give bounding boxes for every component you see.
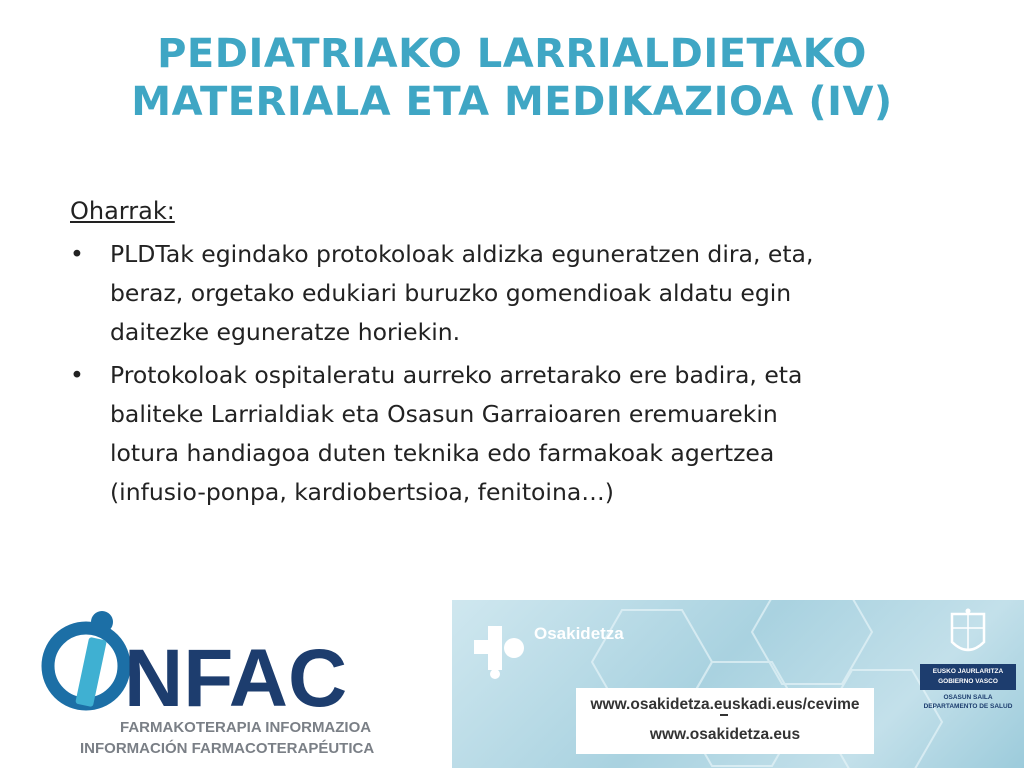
gobierno-line-1: EUSKO JAURLARITZA bbox=[932, 668, 1004, 675]
notes-section bbox=[70, 192, 950, 516]
cevime-url-link[interactable]: www.osakidetza.euskadi.eus/cevime bbox=[590, 696, 860, 713]
bullet-line: PLDTak egindako protokoloak aldizka eguneratzen dira, eta, bbox=[110, 240, 814, 268]
bullet-line: (infusio-ponpa, kardiobertsioa, fenitoina…) bbox=[110, 478, 614, 506]
infac-logo-text: NFAC bbox=[124, 633, 348, 724]
infac-subtitle-eu: FARMAKOTERAPIA INFORMAZIOA bbox=[120, 719, 372, 736]
bullet-line: daitezke eguneratze horiekin. bbox=[110, 318, 461, 346]
slide-title bbox=[0, 30, 1024, 126]
osakidetza-banner bbox=[452, 600, 1024, 768]
osakidetza-brand-name: Osakidetza bbox=[534, 624, 624, 643]
infac-logo-graphic bbox=[40, 608, 440, 758]
bullet-dot: • bbox=[70, 240, 84, 268]
infac-logo bbox=[40, 608, 440, 758]
bullet-line: Protokoloak ospitaleratu aurreko arretarako ere badira, eta bbox=[110, 361, 803, 389]
osakidetza-url-link[interactable]: www.osakidetza.eus bbox=[649, 726, 801, 743]
notes-bullet-1 bbox=[70, 235, 950, 352]
gobierno-vasco-logo bbox=[918, 608, 1018, 728]
notes-heading: Oharrak: bbox=[70, 197, 175, 225]
url-separator bbox=[720, 714, 728, 716]
bullet-dot: • bbox=[70, 361, 84, 389]
bullet-line: baliteke Larrialdiak eta Osasun Garraioaren eremuarekin bbox=[110, 400, 778, 428]
slide-title-line-1: PEDIATRIAKO LARRIALDIETAKO bbox=[157, 31, 867, 77]
osakidetza-cross-icon bbox=[470, 622, 530, 682]
url-box bbox=[576, 688, 874, 754]
slide-title-line-2: MATERIALA ETA MEDIKAZIOA (IV) bbox=[131, 79, 893, 125]
bullet-line: beraz, orgetako edukiari buruzko gomendioak aldatu egin bbox=[110, 279, 792, 307]
coat-of-arms-icon bbox=[918, 608, 1018, 666]
infac-dot-icon bbox=[91, 611, 113, 633]
bullet-line: lotura handiagoa duten teknika edo farmakoak agertzea bbox=[110, 439, 775, 467]
gobierno-line-2: GOBIERNO VASCO bbox=[938, 678, 998, 685]
gobierno-line-3: OSASUN SAILA bbox=[943, 694, 993, 701]
notes-bullet-2 bbox=[70, 356, 950, 512]
infac-subtitle-es: INFORMACIÓN FARMACOTERAPÉUTICA bbox=[80, 740, 375, 757]
gobierno-line-4: DEPARTAMENTO DE SALUD bbox=[923, 703, 1013, 710]
